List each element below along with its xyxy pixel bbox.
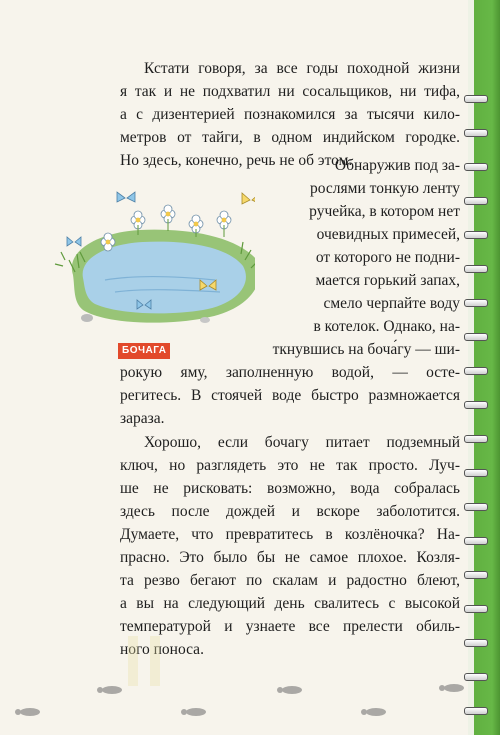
text-line: я так и не подхватил ни сосальщиков, ни тифа, (120, 83, 460, 100)
text-line: температурой и узнаете все прелести обиль- (120, 618, 460, 635)
spiral-ring (464, 571, 488, 579)
text-line: а вы на следующий день свалитесь с высокой (120, 595, 460, 612)
text-line: Думаете, что превратитесь в козлёночка? На- (120, 526, 460, 543)
spiral-ring (464, 265, 488, 273)
footprint-icon (15, 708, 40, 716)
paragraph-2-full (120, 361, 460, 430)
spiral-ring (464, 537, 488, 545)
spiral-ring (464, 299, 488, 307)
spiral-ring (464, 163, 488, 171)
spiral-ring (464, 367, 488, 375)
paragraph-3 (120, 431, 460, 661)
text-line: Кстати говоря, за все годы походной жизни (144, 60, 460, 77)
spiral-ring (464, 333, 488, 341)
text-line: прасно. Это было бы не самое плохое. Козля- (120, 549, 460, 566)
butterfly-icon (67, 237, 81, 246)
footprint-trail (0, 670, 470, 735)
text-line: здесь после дождей и вскоре заболотится. (120, 503, 460, 520)
text-line: Хорошо, если бочагу питает подземный (144, 434, 460, 451)
footprint-icon (97, 686, 122, 694)
text-line: смело черпайте воду (323, 295, 460, 312)
spiral-ring (464, 639, 488, 647)
pond-water (83, 242, 246, 314)
text-line: зараза. (120, 410, 165, 427)
spiral-ring (464, 197, 488, 205)
footprint-icon (439, 684, 464, 692)
text-line: а с дизентерией познакомился за тысячи кило- (120, 106, 460, 123)
spiral-ring (464, 95, 488, 103)
paragraph-2-badge-line (200, 338, 460, 361)
text-line: рокую яму, заполненную водой, — осте- (120, 364, 460, 381)
stone (81, 314, 93, 322)
spiral-ring (464, 503, 488, 511)
spiral-ring (464, 673, 488, 681)
footprint-icon (361, 708, 386, 716)
text-line: от которого не подни- (315, 249, 460, 266)
text-line: рослями тонкую ленту (310, 180, 460, 197)
text-line: очевидных примесей, (316, 226, 460, 243)
text-line: та резво бегают по скалам и радостно блеют, (120, 572, 460, 589)
text-line: ручейка, в котором нет (309, 203, 460, 220)
spiral-ring (464, 707, 488, 715)
spiral-ring (464, 469, 488, 477)
text-line: метров от тайги, в одном индийском городке. (120, 129, 460, 146)
text-line: ключ, но разглядеть это не так просто. Луч- (120, 457, 460, 474)
paragraph-2-wrap (250, 154, 460, 338)
footprint-icon (277, 686, 302, 694)
spiral-ring (464, 231, 488, 239)
text-line: Но здесь, конечно, речь не об этом. (120, 152, 353, 169)
footprint-icon (181, 708, 206, 716)
text-line: ткнувшись на боча́гу — ши- (272, 341, 460, 358)
spiral-ring (464, 605, 488, 613)
text-line: Обнаружив под за- (334, 157, 460, 174)
text-line: ного поноса. (120, 641, 204, 658)
text-line: мается горький запах, (315, 272, 460, 289)
spiral-ring (464, 401, 488, 409)
stone (200, 317, 210, 323)
spiral-ring (464, 435, 488, 443)
text-line: регитесь. В стоячей воде быстро размножается (120, 387, 460, 404)
pond-illustration (45, 180, 255, 330)
term-badge: БОЧАГА (118, 343, 170, 359)
text-line: в котелок. Однако, на- (313, 318, 460, 335)
spiral-ring (464, 129, 488, 137)
text-line: ше не рисковать: возможно, вода собралась (120, 480, 460, 497)
butterfly-icon (117, 192, 135, 202)
